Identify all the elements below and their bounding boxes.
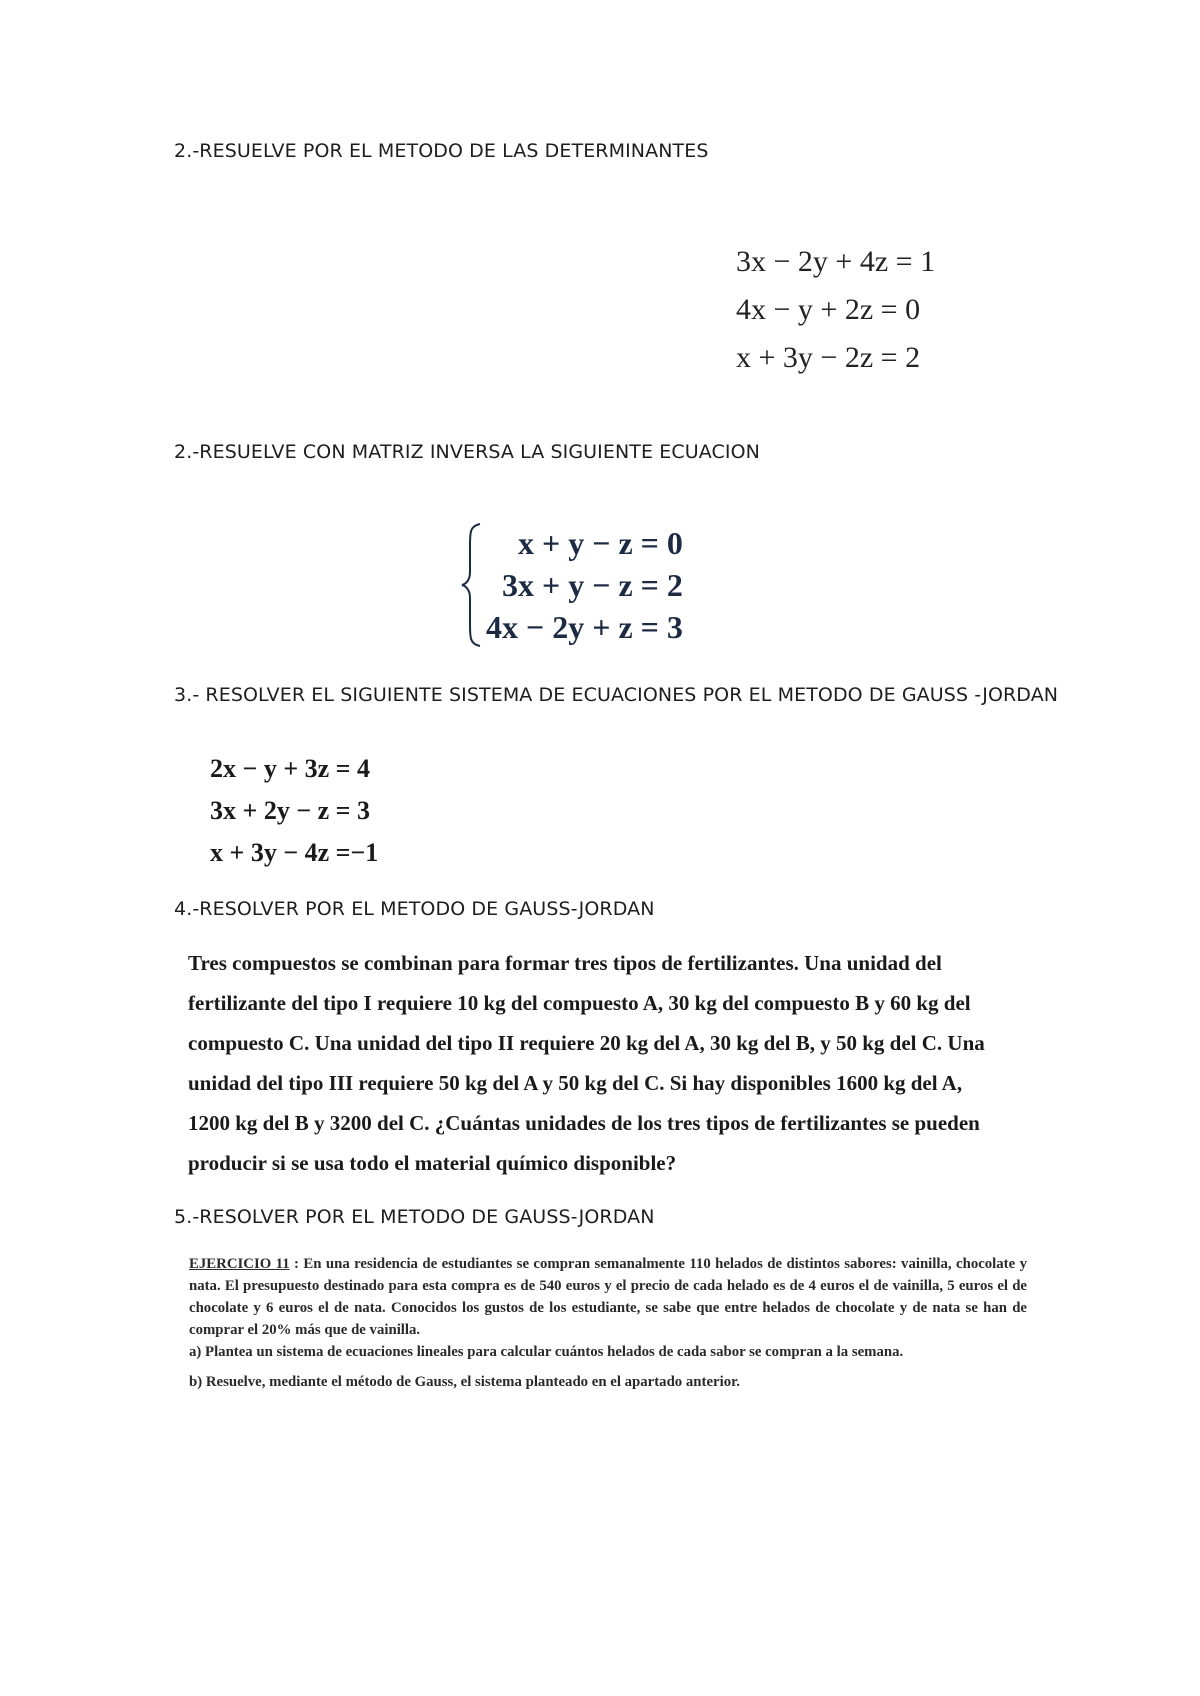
section-1-heading: 2.-RESUELVE POR EL METODO DE LAS DETERMINANTES (174, 140, 709, 162)
exercise-intro-text: : En una residencia de estudiantes se compran semanalmente 110 helados de distintos sabores: vainilla, chocolate y nata. El presupuesto destinado para esta compra es de 540 euros y el precio de cada helado es de 4 euros el de vainilla, 5 euros el de chocolate y 6 euros el de nata. Conocidos los gustos de los estudiante, se sabe que entre helados de chocolate y de nata se han de comprar el 20% más que de vainilla. (189, 1256, 1027, 1338)
equation-line: 4x − y + 2z = 0 (736, 293, 921, 326)
gauss-jordan-system (210, 748, 378, 874)
problem-line: Tres compuestos se combinan para formar tres tipos de fertilizantes. Una unidad del (188, 951, 942, 975)
left-brace-icon (460, 522, 482, 648)
determinants-system (700, 238, 942, 382)
inverse-matrix-system (460, 522, 683, 648)
section-2-heading: 2.-RESUELVE CON MATRIZ INVERSA LA SIGUIENTE ECUACION (174, 441, 760, 463)
equation-line: 3x − 2y + 4z = 1 (736, 245, 936, 278)
problem-line: 1200 kg del B y 3200 del C. ¿Cuántas unidades de los tres tipos de fertilizantes se pueden (188, 1111, 980, 1135)
section-5-heading: 5.-RESOLVER POR EL METODO DE GAUSS-JORDAN (174, 1206, 655, 1228)
equation-line: 2x − y + 3z = 4 (210, 754, 370, 783)
equation-line: 3x + 2y − z = 3 (210, 796, 370, 825)
problem-line: fertilizante del tipo I requiere 10 kg del compuesto A, 30 kg del compuesto B y 60 kg del (188, 991, 971, 1015)
section-4-heading: 4.-RESOLVER POR EL METODO DE GAUSS-JORDAN (174, 898, 655, 920)
exercise-title: EJERCICIO 11 (189, 1256, 290, 1272)
problem-line: compuesto C. Una unidad del tipo II requiere 20 kg del A, 30 kg del B, y 50 kg del C. Una (188, 1031, 985, 1055)
problem-line: unidad del tipo III requiere 50 kg del A y 50 kg del C. Si hay disponibles 1600 kg del A, (188, 1071, 963, 1095)
exercise-intro (189, 1253, 1027, 1341)
equation-line: x + 3y − 2z = 2 (736, 341, 921, 374)
ice-cream-problem (189, 1253, 1027, 1393)
equation-line: 3x + y − z = 2 (502, 567, 683, 603)
part-a: a) Plantea un sistema de ecuaciones lineales para calcular cuántos helados de cada sabor se compran a la semana. (189, 1344, 904, 1360)
equation-line: 4x − 2y + z = 3 (486, 609, 683, 645)
equation-line: x + y − z = 0 (518, 525, 683, 561)
part-b: b) Resuelve, mediante el método de Gauss, el sistema planteado en el apartado anterior. (189, 1374, 741, 1390)
section-3-heading: 3.- RESOLVER EL SIGUIENTE SISTEMA DE ECUACIONES POR EL METODO DE GAUSS -JORDAN (174, 684, 1059, 706)
problem-line: producir si se usa todo el material químico disponible? (188, 1151, 677, 1175)
equation-line: x + 3y − 4z =−1 (210, 838, 379, 867)
fertilizer-problem (188, 943, 1028, 1183)
